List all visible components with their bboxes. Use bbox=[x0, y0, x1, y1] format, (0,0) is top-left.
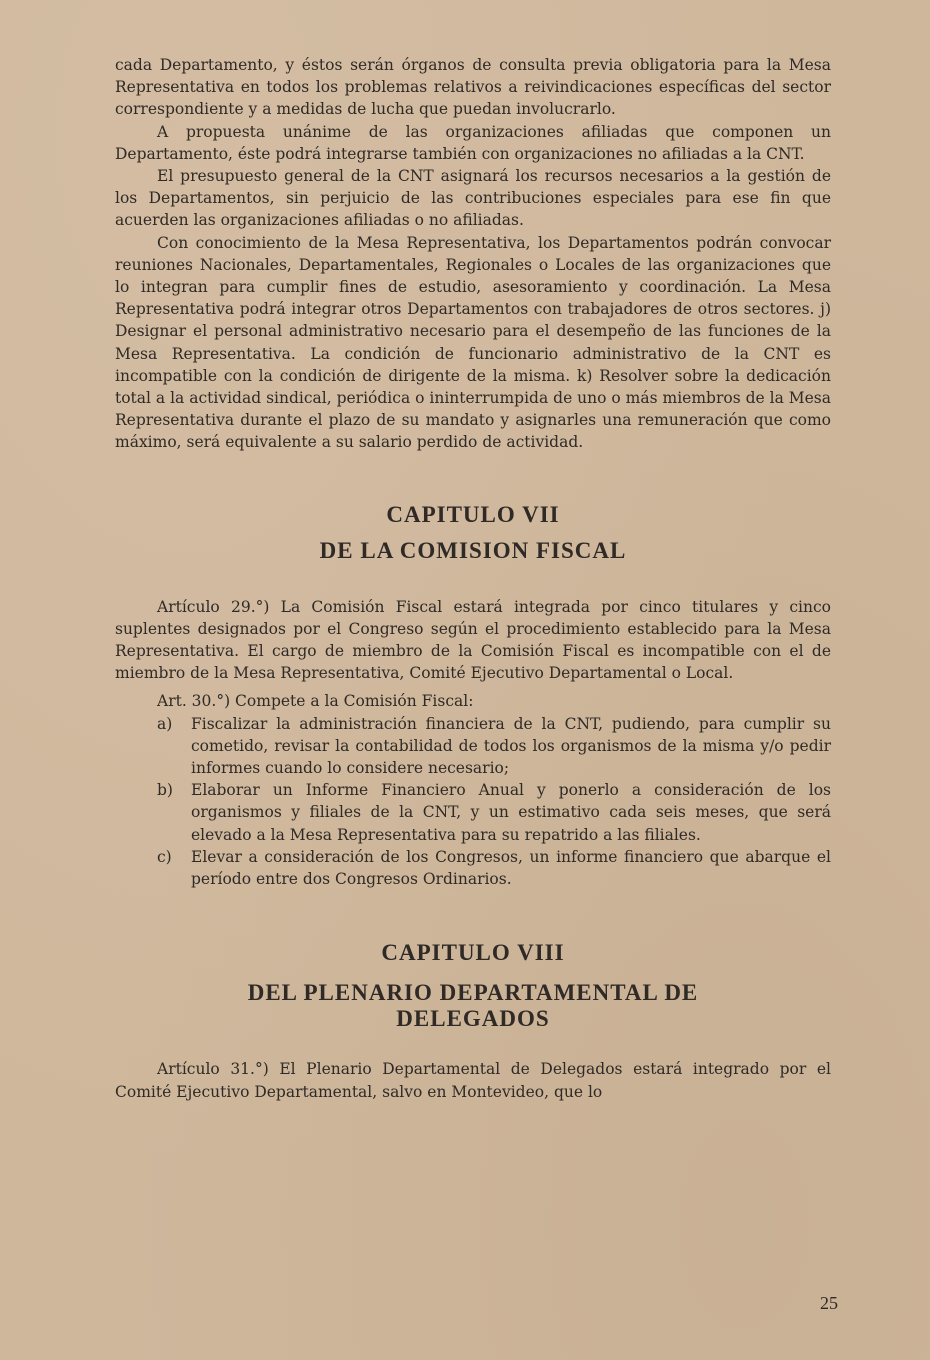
article-31: Artículo 31.°) El Plenario Departamental de Delegados estará integrado por el Comité Ejecutivo Departamental, salvo en Montevideo, que lo bbox=[115, 1060, 831, 1101]
chapter-title: DE LA COMISION FISCAL bbox=[319, 537, 627, 563]
list-item: b) Elaborar un Informe Financiero Anual y ponerlo a consideración de los organismos y filiales de la CNT, y un estimativo cada seis meses, que será elevado a la Mesa Representativa para su repatrido a las filiales. bbox=[157, 781, 831, 844]
chapter-heading: CAPITULO VIII bbox=[381, 940, 565, 966]
chapter-title: DELEGADOS bbox=[396, 1006, 550, 1032]
article-30: Art. 30.°) Compete a la Comisión Fiscal: bbox=[157, 692, 474, 711]
page-body bbox=[115, 54, 831, 1103]
page-number: 25 bbox=[820, 1293, 838, 1313]
paragraph: El presupuesto general de la CNT asignará los recursos necesarios a la gestión de los Departamentos, sin perjuicio de las contribuciones especiales para ese fin que acuerden las organizaciones afiliadas o no afiliadas. bbox=[115, 167, 831, 230]
chapter-heading: CAPITULO VII bbox=[386, 501, 560, 527]
paragraph: cada Departamento, y éstos serán órganos de consulta previa obligatoria para la Mesa Representativa en todos los problemas relativos a reivindicaciones específicas del sector correspondiente y a medidas de lucha que puedan involucrarlo. bbox=[115, 56, 831, 119]
paragraph: Con conocimiento de la Mesa Representativa, los Departamentos podrán convocar reuniones Nacionales, Departamentales, Regionales o Locales de las organizaciones que lo integran para cumplir fines de estudio, asesoramiento y coordinación. La Mesa Representativa podrá integrar otros Departamentos con trabajadores de otros sectores. j) Designar el personal administrativo necesario para el desempeño de las funciones de la Mesa Representativa. La condición de funcionario administrativo de la CNT es incompatible con la condición de dirigente de la misma. k) Resolver sobre la dedicación total a la actividad sindical, periódica o ininterrumpida de uno o más miembros de la Mesa Representativa durante el plazo de su mandato y asignarles una remuneración que como máximo, será equivalente a su salario perdido de actividad. bbox=[115, 233, 831, 452]
list-item: a) Fiscalizar la administración financiera de la CNT, pudiendo, para cumplir su cometido, revisar la contabilidad de todos los organismos de la misma y/o pedir informes cuando lo considere necesario; bbox=[157, 714, 831, 778]
paragraph: A propuesta unánime de las organizaciones afiliadas que componen un Departamento, éste podrá integrarse también con organizaciones no afiliadas a la CNT. bbox=[115, 122, 831, 163]
article-30-list bbox=[115, 713, 831, 891]
article-29: Artículo 29.°) La Comisión Fiscal estará integrada por cinco titulares y cinco suplentes designados por el Congreso según el procedimiento establecido para la Mesa Representativa. El cargo de miembro de la Comisión Fiscal es incompatible con el de miembro de la Mesa Representativa, Comité Ejecutivo Departamental o Local. bbox=[115, 597, 831, 683]
chapter-title: DEL PLENARIO DEPARTAMENTAL DE bbox=[247, 980, 699, 1006]
list-item: c) Elevar a consideración de los Congresos, un informe financiero que abarque el período entre dos Congresos Ordinarios. bbox=[157, 847, 831, 889]
